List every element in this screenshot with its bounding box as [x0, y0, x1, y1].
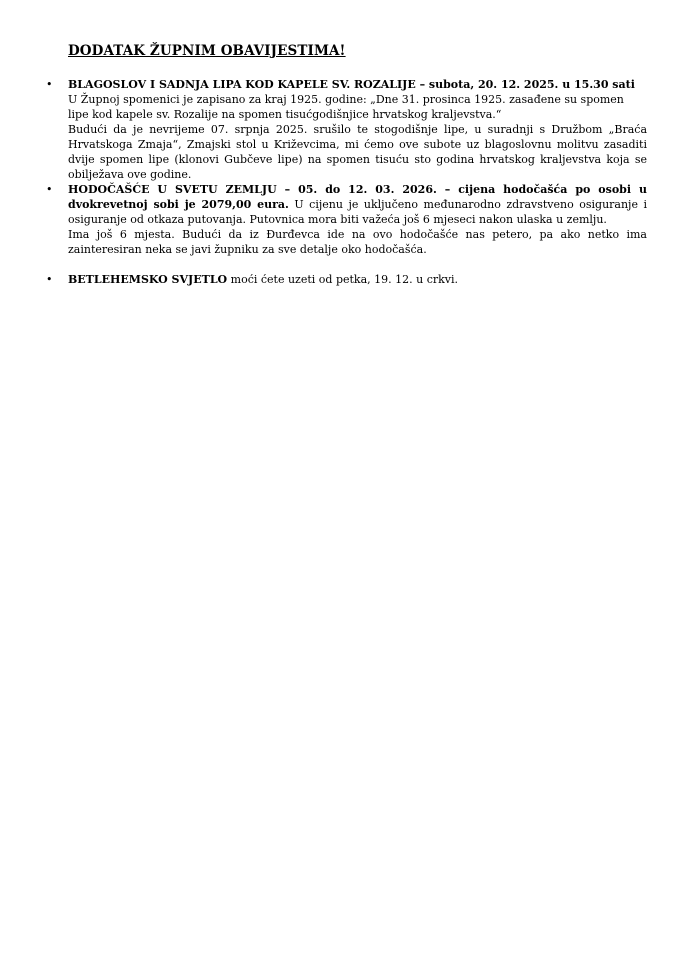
item-text: U cijenu je uključeno međunarodno zdravstveno osiguranje i osiguranje od otkaza putovanja. Putovnica mora biti važeća još 6 mjeseci nakon ulaska u zemlju.	[68, 198, 647, 226]
list-item-bethlehem-light	[46, 272, 647, 287]
list-item-blessing-lime-trees	[46, 77, 647, 182]
item-heading: BLAGOSLOV I SADNJA LIPA KOD KAPELE SV. ROZALIJE – subota, 20. 12. 2025. u 15.30 sati	[68, 78, 635, 91]
item-text: moći ćete uzeti od petka, 19. 12. u crkvi.	[227, 273, 459, 286]
item-paragraph: U Župnoj spomenici je zapisano za kraj 1925. godine: „Dne 31. prosinca 1925. zasađene su spomen lipe kod kapele sv. Rozalije na spomen tisućgodišnjice hrvatskog kraljevstva.“	[68, 93, 624, 121]
bullet-icon: •	[46, 183, 53, 196]
item-paragraph: Ima još 6 mjesta. Budući da iz Đurđevca ide na ovo hodočašće nas petero, pa ako netko ima zainteresiran neka se javi župniku za sve detalje oko hodočašća.	[68, 228, 647, 256]
item-paragraph: Budući da je nevrijeme 07. srpnja 2025. srušilo te stogodišnje lipe, u suradnji s Družbom „Braća Hrvatskoga Zmaja“, Zmajski stol u Križevcima, mi ćemo ove subote uz blagoslovnu molitvu zasaditi dvije spomen lipe (klonovi Gubčeve lipe) na spomen tisuću sto godina hrvatskog kraljevstva koja se obilježava ove godine.	[68, 123, 647, 181]
bullet-icon: •	[46, 78, 53, 91]
item-heading: BETLEHEMSKO SVJETLO	[68, 273, 228, 286]
item-paragraph	[68, 182, 647, 227]
bullet-icon: •	[46, 273, 53, 286]
page-title: DODATAK ŽUPNIM OBAVIJESTIMA!	[68, 43, 346, 59]
list-item-pilgrimage	[46, 182, 647, 257]
item-paragraph	[68, 272, 647, 287]
item-heading: HODOČAŠĆE U SVETU ZEMLJU – 05. do 12. 03. 2026. – cijena hodočašća po osobi u dvokrevetnoj sobi je 2079,00 eura.	[68, 183, 647, 211]
